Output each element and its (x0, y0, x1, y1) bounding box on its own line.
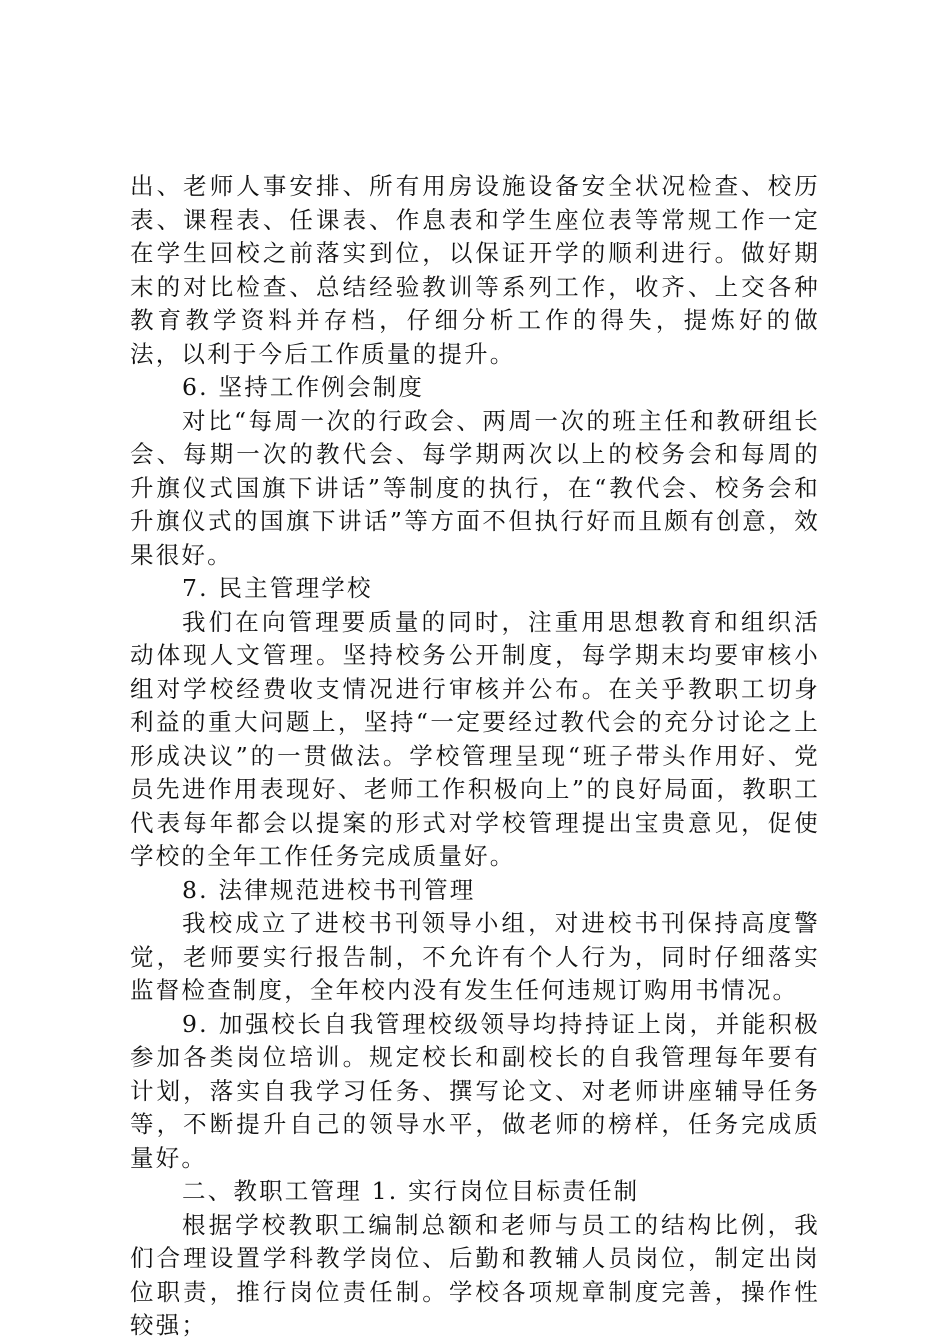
section-heading-staff-management: 二、教职工管理 1. 实行岗位目标责任制 (182, 1177, 640, 1205)
document-body (130, 170, 820, 1343)
paragraph-book-management: 我校成立了进校书刊领导小组，对进校书刊保持高度警觉，老师要实行报告制，不允许有个人行为，同时仔细落实监督检查制度，全年校内没有发生任何违规订购用书情况。 (130, 909, 820, 1004)
paragraph-meeting-system: 对比“每周一次的行政会、两周一次的班主任和教研组长会、每期一次的教代会、每学期两次以上的校务会和每周的升旗仪式国旗下讲话”等制度的执行，在“教代会、校务会和升旗仪式的国旗下讲话”等方面不但执行好而且颇有创意，效果很好。 (130, 406, 820, 569)
section-heading-7: 7. 民主管理学校 (182, 574, 373, 602)
paragraph-continuation: 出、老师人事安排、所有用房设施设备安全状况检查、校历表、课程表、任课表、作息表和学生座位表等常规工作一定在学生回校之前落实到位，以保证开学的顺利进行。做好期末的对比检查、总结经验教训等系列工作，收齐、上交各种教育教学资料并存档，仔细分析工作的得失，提炼好的做法，以利于今后工作质量的提升。 (130, 172, 820, 368)
paragraph-principal-self-management: 9. 加强校长自我管理校级领导均持持证上岗，并能积极参加各类岗位培训。规定校长和副校长的自我管理每年要有计划，落实自我学习任务、撰写论文、对老师讲座辅导任务等，不断提升自己的领导水平，做老师的榜样，任务完成质量好。 (130, 1009, 820, 1172)
section-heading-6: 6. 坚持工作例会制度 (182, 373, 425, 401)
paragraph-position-responsibility: 根据学校教职工编制总额和老师与员工的结构比例，我们合理设置学科教学岗位、后勤和教辅人员岗位，制定出岗位职责，推行岗位责任制。学校各项规章制度完善，操作性较强； (130, 1210, 820, 1339)
paragraph-democratic-management: 我们在向管理要质量的同时，注重用思想教育和组织活动体现人文管理。坚持校务公开制度，每学期末均要审核小组对学校经费收支情况进行审核并公布。在关乎教职工切身利益的重大问题上，坚持“一定要经过教代会的充分讨论之上形成决议”的一贯做法。学校管理呈现“班子带头作用好、党员先进作用表现好、老师工作积极向上”的良好局面，教职工代表每年都会以提案的形式对学校管理提出宝贵意见，促使学校的全年工作任务完成质量好。 (130, 607, 820, 870)
section-heading-8: 8. 法律规范进校书刊管理 (182, 875, 476, 904)
